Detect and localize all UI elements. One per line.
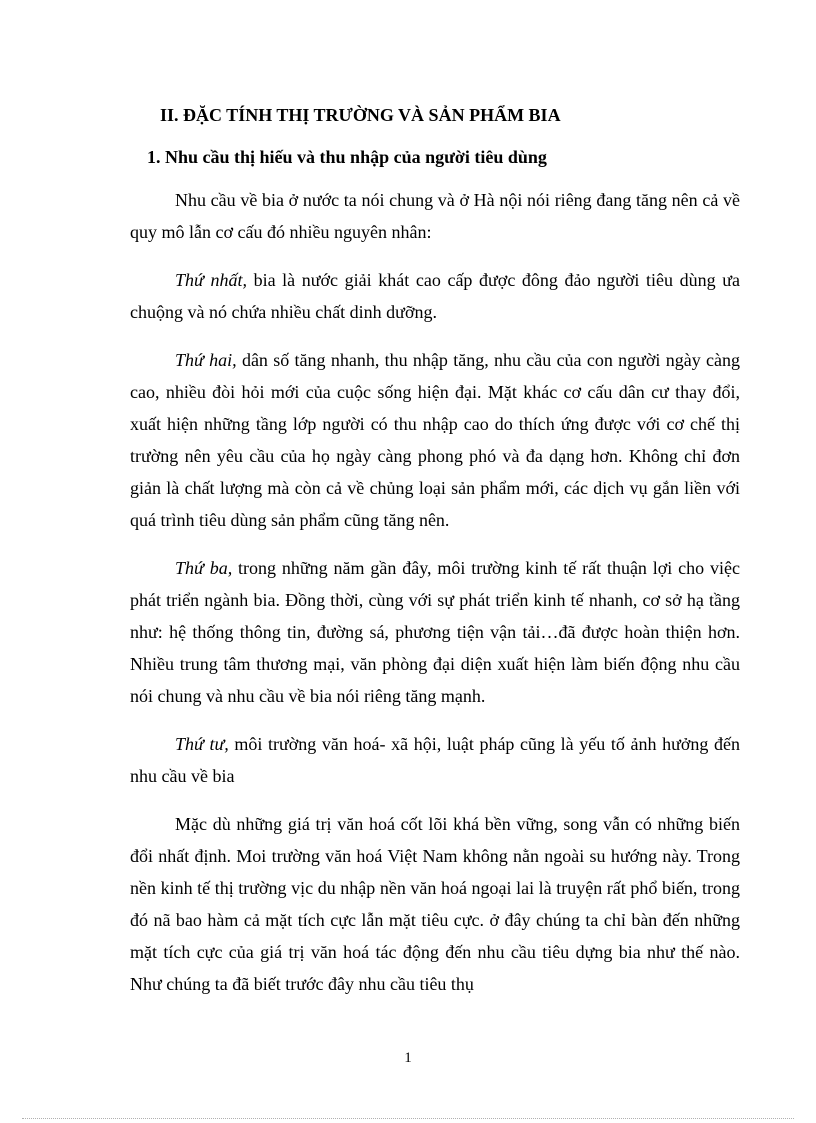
closing-paragraph: Mặc dù những giá trị văn hoá cốt lõi khá bền vững, song vẫn có những biến đổi nhất định. Moi trường văn hoá Việt Nam không nằn ngoài su hướng này. Trong nền kinh tế thị trường vịc du nhập nền văn hoá ngoại lai là truyện rất phổ biến, trong đó nã bao hàm cả mặt tích cực lẫn mặt tiêu cực. ở đây chúng ta chỉ bàn đến những mặt tích cực của giá trị văn hoá tác động đến nhu cầu tiêu dựng bia như thế nào. Như chúng ta đã biết trước đây nhu cầu tiêu thụ: [130, 814, 740, 994]
point-paragraph-2: [130, 344, 740, 536]
document-body: [130, 102, 740, 1000]
point-lead: Thứ ba,: [175, 558, 233, 578]
section-heading: II. ĐẶC TÍNH THỊ TRƯỜNG VÀ SẢN PHẨM BIA: [160, 105, 561, 125]
point-text: trong những năm gần đây, môi trường kinh tế rất thuận lợi cho việc phát triển ngành bia. Đồng thời, cùng với sự phát triển kinh tế nhanh, cơ sở hạ tầng như: hệ thống thông tin, đường sá, phương tiện vận tải…đã được hoàn thiện hơn. Nhiều trung tâm thương mại, văn phòng đại diện xuất hiện làm biến động nhu cầu nói chung và nhu cầu về bia nói riêng tăng mạnh.: [130, 558, 740, 706]
subsection-heading: 1. Nhu cầu thị hiếu và thu nhập của người tiêu dùng: [147, 147, 547, 167]
point-text: bia là nước giải khát cao cấp được đông đảo người tiêu dùng ưa chuộng và nó chứa nhiều chất dinh dưỡng.: [130, 270, 740, 322]
point-paragraph-4: [130, 728, 740, 792]
intro-paragraph: Nhu cầu về bia ở nước ta nói chung và ở Hà nội nói riêng đang tăng nên cả về quy mô lẫn cơ cấu đó nhiều nguyên nhân:: [130, 190, 740, 242]
point-text: dân số tăng nhanh, thu nhập tăng, nhu cầu của con người ngày càng cao, nhiều đòi hỏi mới của cuộc sống hiện đại. Mặt khác cơ cấu dân cư thay đổi, xuất hiện những tầng lớp người có thu nhập cao do thích ứng được với cơ chế thị trường nên yêu cầu của họ ngày càng phong phó và đa dạng hơn. Không chỉ đơn giản là chất lượng mà còn cả về chủng loại sản phẩm mới, các dịch vụ gắn liền với quá trình tiêu dùng sản phẩm cũng tăng nên.: [130, 350, 740, 530]
point-text: môi trường văn hoá- xã hội, luật pháp cũng là yếu tố ảnh hưởng đến nhu cầu về bia: [130, 734, 740, 786]
page-bottom-border: [22, 1118, 794, 1119]
point-paragraph-3: [130, 552, 740, 712]
page-number: 1: [404, 1050, 412, 1066]
point-paragraph-1: [130, 264, 740, 328]
point-lead: Thứ tư,: [175, 734, 229, 754]
point-lead: Thứ hai,: [175, 350, 237, 370]
point-lead: Thứ nhất,: [175, 270, 247, 290]
